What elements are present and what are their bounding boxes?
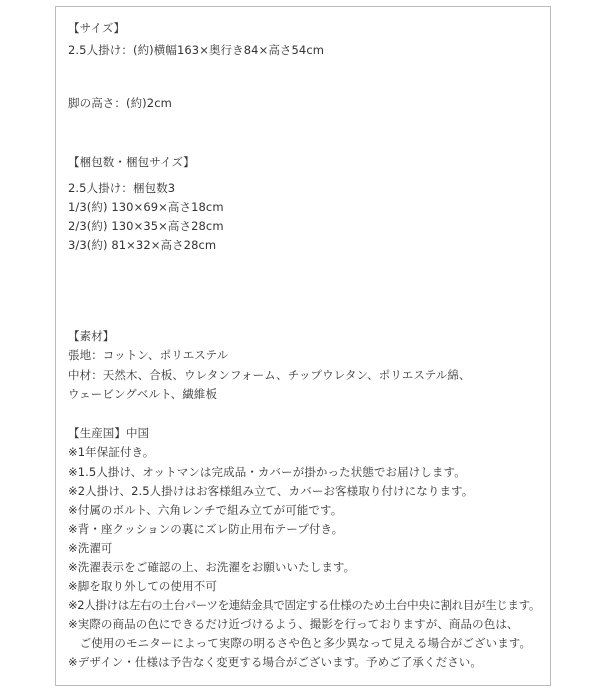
note-line: ※付属のボルト、六角レンチで組み立てが可能です。 (68, 503, 343, 517)
note-line: ※デザイン・仕様は予告なく変更する場合がございます。予めご了承ください。 (68, 655, 483, 669)
note-line: ※2人掛け、2.5人掛けはお客様組み立て、カバーお客様取り付けになります。 (68, 484, 474, 498)
material-heading: 【素材】 (68, 329, 115, 343)
note-line: ※洗濯表示をご確認の上、お洗濯をお願いいたします。 (68, 560, 356, 574)
leg-height: 脚の高さ：(約)2cm (68, 96, 172, 110)
package-line: 2/3(約) 130×35×高さ28cm (68, 219, 224, 233)
note-line: ※背・座クッションの裏にズレ防止用布テープ付き。 (68, 522, 344, 536)
note-line: ※1.5人掛け、オットマンは完成品・カバーが掛かった状態でお届けします。 (68, 465, 466, 479)
package-heading: 【梱包数・梱包サイズ】 (68, 155, 195, 169)
note-line: ご使用のモニターによって実際の明るさや色と多少異なって見える場合がございます。 (68, 636, 532, 650)
material-line: ウェービングベルト、繊維板 (68, 387, 218, 401)
note-line: ※脚を取り外しての使用不可 (68, 579, 217, 593)
note-line: ※実際の商品の色にできるだけ近づけるよう、撮影を行っておりますが、商品の色は、 (68, 617, 519, 631)
size-heading: 【サイズ】 (68, 21, 126, 35)
origin-line: 【生産国】中国 (68, 426, 150, 440)
package-line: 3/3(約) 81×32×高さ28cm (68, 238, 217, 252)
material-line: 張地：コットン、ポリエステル (68, 348, 229, 362)
package-line: 1/3(約) 130×69×高さ18cm (68, 200, 224, 214)
size-dimensions: 2.5人掛け：(約)横幅163×奥行き84×高さ54cm (68, 43, 325, 57)
note-line: ※洗濯可 (68, 541, 113, 555)
note-line: ※2人掛けは左右の土台パーツを連結金具で固定する仕様のため土台中央に割れ目が生じます。 (68, 598, 541, 612)
note-line: ※1年保証付き。 (68, 445, 155, 459)
package-line: 2.5人掛け：梱包数3 (68, 181, 176, 195)
material-line: 中材：天然木、合板、ウレタンフォーム、チップウレタン、ポリエステル綿、 (68, 368, 471, 382)
